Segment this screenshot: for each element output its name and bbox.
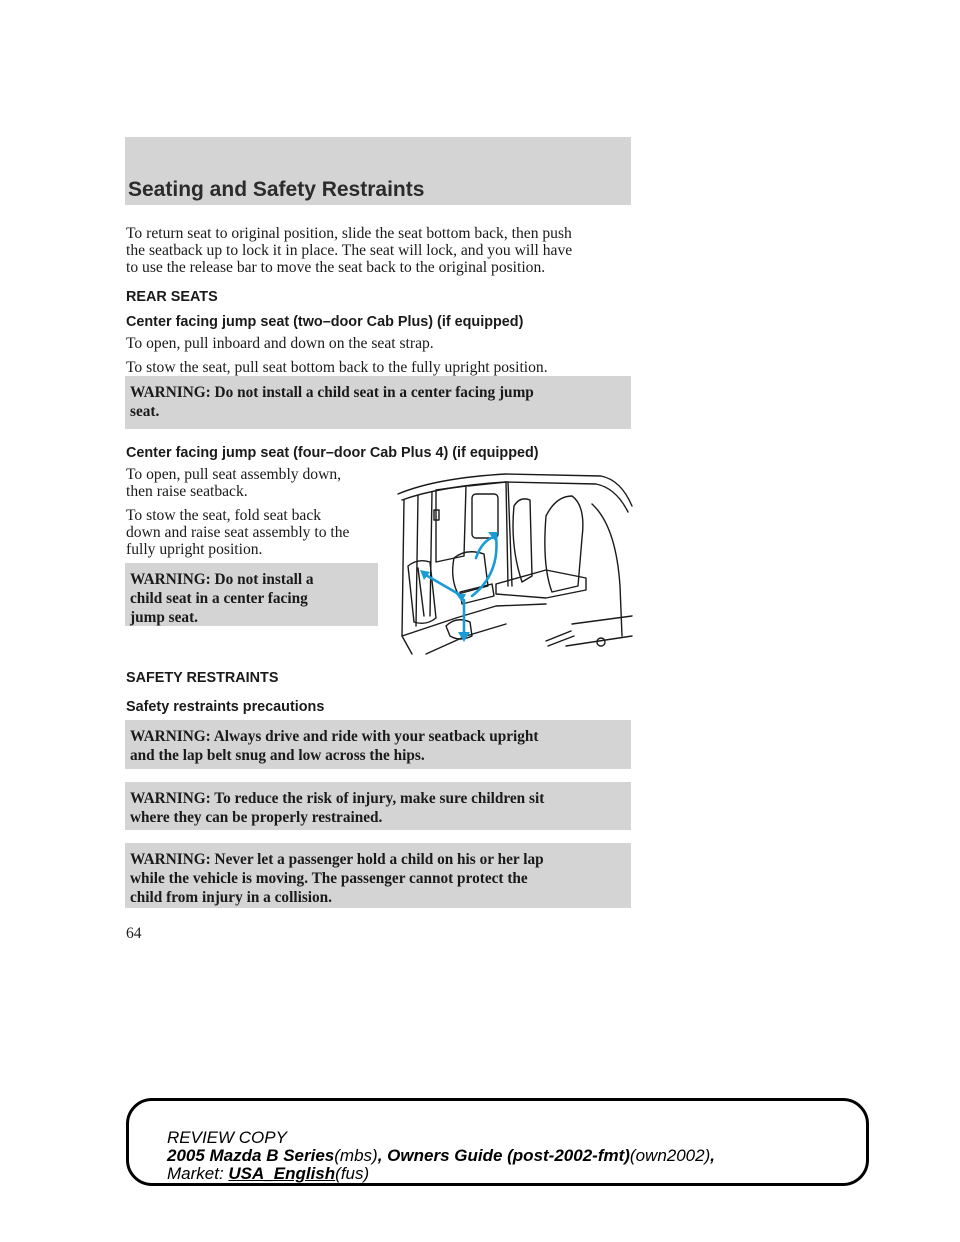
rear-seats-heading: REAR SEATS xyxy=(126,289,218,305)
warning-box-children xyxy=(125,782,631,830)
two-door-para-1: To open, pull inboard and down on the seat strap. xyxy=(126,335,434,352)
four-door-para-1b: then raise seatback. xyxy=(126,483,248,500)
footer-line-2 xyxy=(167,1146,715,1165)
four-door-para-2b: down and raise seat assembly to the xyxy=(126,524,350,541)
footer-line-3 xyxy=(167,1164,369,1183)
four-door-para-2a: To stow the seat, fold seat back xyxy=(126,507,322,524)
warning-line: WARNING: Do not install a child seat in a center facing jump xyxy=(130,384,534,401)
section-title: Seating and Safety Restraints xyxy=(128,178,425,201)
warning-line: WARNING: Always drive and ride with your seatback upright xyxy=(130,728,539,745)
warning-box-jump-seat xyxy=(125,376,631,429)
warning-box-seatback xyxy=(125,720,631,769)
warning-line: WARNING: Never let a passenger hold a child on his or her lap xyxy=(130,851,544,868)
warning-line: where they can be properly restrained. xyxy=(130,809,383,826)
four-door-para-1a: To open, pull seat assembly down, xyxy=(126,466,342,483)
footer-market: USA_English xyxy=(228,1164,336,1183)
intro-line-3: to use the release bar to move the seat back to the original position. xyxy=(126,259,546,276)
warning-line: WARNING: Do not install a xyxy=(130,571,314,588)
two-door-para-2: To stow the seat, pull seat bottom back to the fully upright position. xyxy=(126,359,548,376)
footer-market-code: (fus) xyxy=(335,1164,370,1183)
warning-line: child seat in a center facing xyxy=(130,590,308,607)
two-door-heading: Center facing jump seat (two–door Cab Plus) (if equipped) xyxy=(126,314,524,330)
precautions-heading: Safety restraints precautions xyxy=(126,699,325,715)
footer-market-label: Market: xyxy=(167,1164,229,1183)
warning-line: jump seat. xyxy=(130,609,198,626)
footer-model-code: (mbs) xyxy=(334,1146,378,1165)
warning-line: while the vehicle is moving. The passenger cannot protect the xyxy=(130,870,528,887)
safety-restraints-heading: SAFETY RESTRAINTS xyxy=(126,670,279,686)
footer-line-1: REVIEW COPY xyxy=(167,1128,287,1147)
footer-comma: , xyxy=(710,1146,715,1165)
jump-seat-illustration xyxy=(396,466,634,656)
warning-line: WARNING: To reduce the risk of injury, make sure children sit xyxy=(130,790,545,807)
warning-line: and the lap belt snug and low across the hips. xyxy=(130,747,425,764)
footer-guide-code: (own2002) xyxy=(629,1146,711,1165)
warning-line: seat. xyxy=(130,403,160,420)
intro-line-1: To return seat to original position, slide the seat bottom back, then push xyxy=(126,225,572,242)
warning-box-lap xyxy=(125,843,631,908)
footer-model: 2005 Mazda B Series xyxy=(167,1146,335,1165)
four-door-heading: Center facing jump seat (four–door Cab Plus 4) (if equipped) xyxy=(126,445,539,461)
footer-guide: , Owners Guide (post-2002-fmt) xyxy=(377,1146,630,1165)
page-number: 64 xyxy=(126,925,142,942)
warning-box-four-door xyxy=(125,563,378,626)
warning-line: child from injury in a collision. xyxy=(130,889,332,906)
four-door-para-2c: fully upright position. xyxy=(126,541,263,558)
intro-line-2: the seatback up to lock it in place. The seat will lock, and you will have xyxy=(126,242,573,259)
